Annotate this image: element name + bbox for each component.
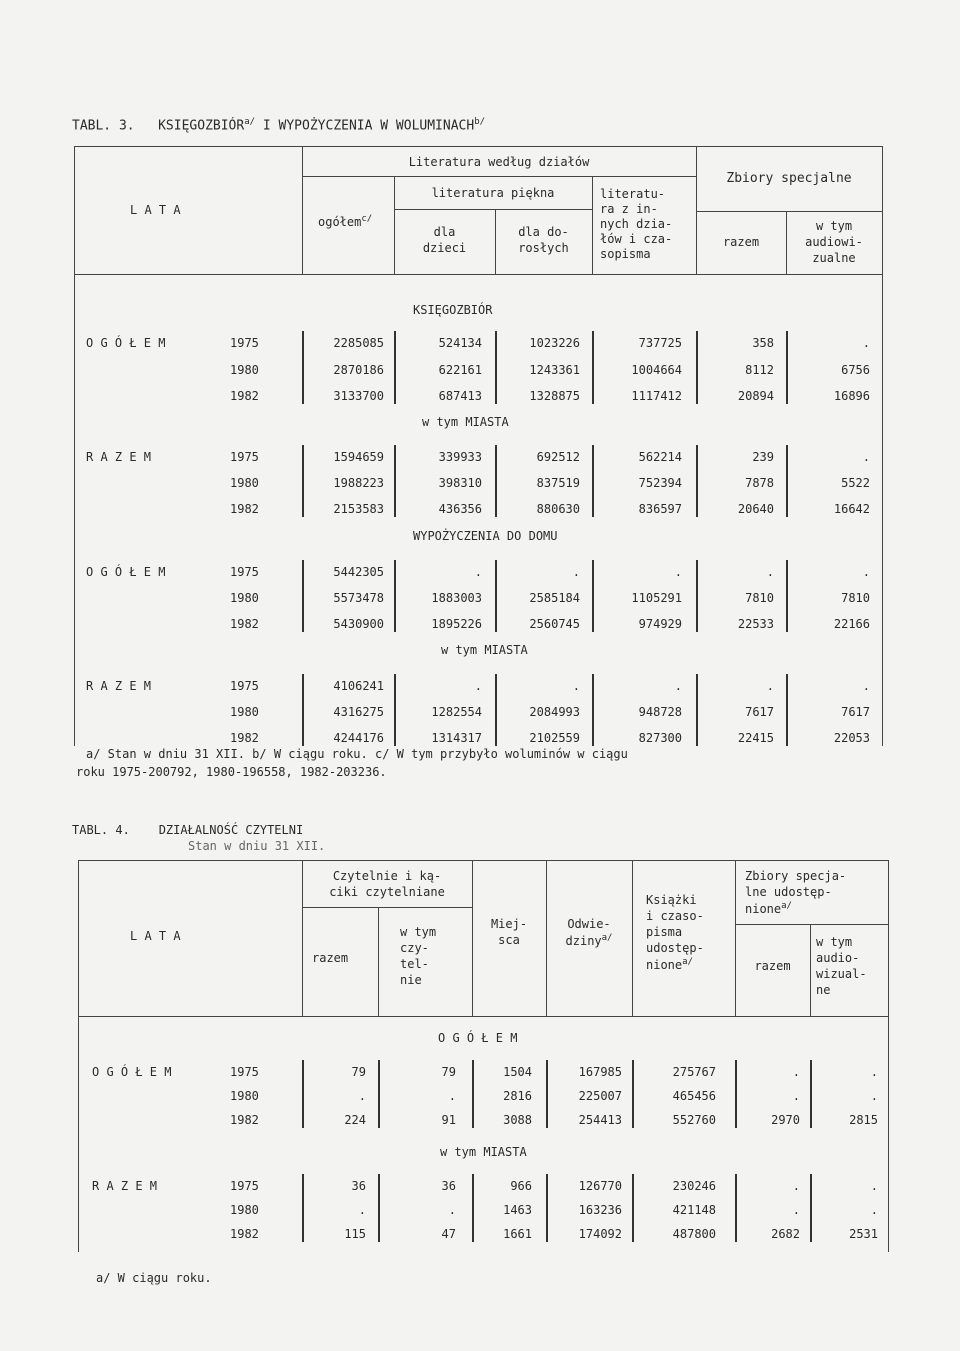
header-ksiazki-3: pisma <box>646 925 683 939</box>
table-cell: 126770 <box>578 1179 622 1193</box>
table-cell: 91 <box>441 1113 456 1127</box>
column-rule <box>735 1174 737 1242</box>
header-lit-innych-5: sopisma <box>600 247 651 261</box>
table-cell: 4106241 <box>333 679 384 693</box>
column-rule <box>592 331 594 404</box>
table-3-title <box>72 118 485 132</box>
header-cz-wtym-2: czy- <box>400 941 429 955</box>
table-cell: 2285085 <box>333 336 384 350</box>
table-cell: 1117412 <box>631 389 682 403</box>
column-rule <box>546 1174 548 1242</box>
table-cell: 1895226 <box>431 617 482 631</box>
table-cell: . <box>358 1203 366 1217</box>
table-cell: 167985 <box>578 1065 622 1079</box>
table-cell: . <box>572 565 580 579</box>
table-3-title-text: KSIĘGOZBIÓR <box>158 118 245 134</box>
row-group-label: R A Z E M <box>86 450 152 464</box>
column-rule <box>495 674 497 746</box>
table-cell: 436356 <box>438 502 482 516</box>
table-cell: 421148 <box>672 1203 716 1217</box>
table-cell: 1328875 <box>529 389 580 403</box>
row-year: 1982 <box>230 1113 259 1127</box>
header-ogolem-text: ogółem <box>318 215 362 229</box>
table-cell: 524134 <box>438 336 482 350</box>
table-cell: 1314317 <box>431 731 482 745</box>
table-cell: . <box>792 1065 800 1079</box>
table-cell: 36 <box>351 1179 366 1193</box>
table-cell: 239 <box>752 450 774 464</box>
header-zbiory-2: lne udostęp- <box>745 885 832 899</box>
header-odwiedziny-1: Odwie- <box>567 917 611 931</box>
table-cell: 7617 <box>841 705 870 719</box>
table-cell: 4244176 <box>333 731 384 745</box>
header-lata: L A T A <box>130 929 181 943</box>
table-cell: 224 <box>344 1113 366 1127</box>
row-year: 1975 <box>230 1065 259 1079</box>
header-ksiazki-4: udostęp- <box>646 941 704 955</box>
table-cell: 1594659 <box>333 450 384 464</box>
column-rule <box>786 331 788 404</box>
column-rule <box>786 445 788 517</box>
header-zb-audio-1: w tym <box>816 935 853 949</box>
row-year: 1980 <box>230 476 259 490</box>
table-cell: . <box>862 565 870 579</box>
table-cell: 163236 <box>578 1203 622 1217</box>
column-rule <box>632 1060 634 1128</box>
table-cell: 552760 <box>672 1113 716 1127</box>
table-cell: 7617 <box>745 705 774 719</box>
row-group-label: R A Z E M <box>86 679 152 693</box>
row-year: 1982 <box>230 617 259 631</box>
header-ogolem <box>318 215 372 228</box>
table-cell: 1988223 <box>333 476 384 490</box>
header-ksiazki-1: Książki <box>646 893 697 907</box>
table-cell: 692512 <box>536 450 580 464</box>
row-year: 1980 <box>230 1203 259 1217</box>
row-year: 1975 <box>230 336 259 350</box>
table-cell: 1105291 <box>631 591 682 605</box>
section-title: w tym MIASTA <box>440 1145 527 1159</box>
table-cell: 8112 <box>745 363 774 377</box>
header-dla-doroslych-1: dla do- <box>518 225 569 239</box>
row-year: 1982 <box>230 502 259 516</box>
table-cell: 5442305 <box>333 565 384 579</box>
table-cell: 2816 <box>503 1089 532 1103</box>
header-ksiazki-5 <box>646 958 693 971</box>
table-cell: 7810 <box>745 591 774 605</box>
table-3-footnote-2: roku 1975-200792, 1980-196558, 1982-203236. <box>76 765 387 779</box>
header-cz-razem: razem <box>312 951 349 965</box>
header-audio-2: audiowi- <box>805 235 863 249</box>
table-cell: 20894 <box>737 389 774 403</box>
header-zb-razem: razem <box>754 959 791 973</box>
table-3-title-mid: I WYPOŻYCZENIA W WOLUMINACH <box>262 118 475 134</box>
header-lit-innych-3: nych dzia- <box>600 217 673 231</box>
column-rule <box>735 1060 737 1128</box>
row-year: 1980 <box>230 591 259 605</box>
table-cell: 230246 <box>672 1179 716 1193</box>
table-cell: 487800 <box>672 1227 716 1241</box>
table-cell: 275767 <box>672 1065 716 1079</box>
table-cell: 2682 <box>771 1227 800 1241</box>
table-cell: . <box>862 450 870 464</box>
header-lit-innych-1: literatu- <box>600 187 666 201</box>
table-cell: . <box>474 679 482 693</box>
table-cell: 3133700 <box>333 389 384 403</box>
header-zb-audio-3: wizual- <box>816 967 867 981</box>
table-cell: . <box>792 1203 800 1217</box>
row-year: 1980 <box>230 705 259 719</box>
section-title: KSIĘGOZBIÓR <box>413 303 493 317</box>
table-cell: 687413 <box>438 389 482 403</box>
header-lit-wedlug: Literatura według działów <box>408 155 590 169</box>
table-3-number: TABL. 3. <box>72 118 135 134</box>
header-ogolem-sup: c/ <box>361 214 373 224</box>
header-zbiory-3 <box>745 902 792 915</box>
table-cell: 1504 <box>503 1065 532 1079</box>
column-rule <box>696 560 698 632</box>
column-rule <box>495 331 497 404</box>
column-rule <box>810 1060 812 1128</box>
column-rule <box>495 560 497 632</box>
table-cell: 562214 <box>638 450 682 464</box>
row-year: 1975 <box>230 1179 259 1193</box>
header-lit-innych-4: łów i cza- <box>600 232 673 246</box>
table-cell: 2153583 <box>333 502 384 516</box>
table-cell: 880630 <box>536 502 580 516</box>
table-cell: 465456 <box>672 1089 716 1103</box>
column-rule <box>472 1060 474 1128</box>
table-cell: . <box>792 1089 800 1103</box>
table-cell: 16896 <box>833 389 870 403</box>
row-year: 1975 <box>230 450 259 464</box>
header-cz-wtym-1: w tym <box>400 925 437 939</box>
table-cell: 2970 <box>771 1113 800 1127</box>
row-year: 1980 <box>230 363 259 377</box>
table-cell: . <box>870 1065 878 1079</box>
table-cell: 1282554 <box>431 705 482 719</box>
table-cell: 79 <box>441 1065 456 1079</box>
table-cell: 6756 <box>841 363 870 377</box>
column-rule <box>378 1174 380 1242</box>
table-cell: . <box>448 1203 456 1217</box>
table-4-title-text: DZIAŁALNOŚĆ CZYTELNI <box>158 823 304 837</box>
table-cell: 1243361 <box>529 363 580 377</box>
header-miejsca-1: Miej- <box>490 917 528 931</box>
header-zbiory-specjalne: Zbiory specjalne <box>726 171 852 186</box>
table-cell: 16642 <box>833 502 870 516</box>
table-cell: 22166 <box>833 617 870 631</box>
row-group-label: O G Ó Ł E M <box>86 336 166 350</box>
row-group-label: R A Z E M <box>92 1179 158 1193</box>
table-cell: . <box>674 565 682 579</box>
header-dla-dzieci-1: dla <box>433 225 456 239</box>
table-cell: . <box>572 679 580 693</box>
header-cz-wtym-4: nie <box>400 973 422 987</box>
table-cell: . <box>766 679 774 693</box>
table-cell: . <box>870 1179 878 1193</box>
table-cell: 22415 <box>737 731 774 745</box>
table-cell: . <box>862 336 870 350</box>
header-zb-audio-2: audio- <box>816 951 860 965</box>
table-cell: 7810 <box>841 591 870 605</box>
table-cell: 5573478 <box>333 591 384 605</box>
column-rule <box>378 1060 380 1128</box>
column-rule <box>302 445 304 517</box>
header-zb-audio-4: ne <box>816 983 831 997</box>
header-zbiory-1: Zbiory specja- <box>745 869 847 883</box>
section-subtitle: w tym MIASTA <box>422 415 509 429</box>
column-rule <box>592 445 594 517</box>
header-zbiory-text: nione <box>745 902 782 916</box>
table-cell: 2815 <box>849 1113 878 1127</box>
table-cell: 2585184 <box>529 591 580 605</box>
table-4-footnote: a/ W ciągu roku. <box>96 1271 212 1285</box>
section-title: WYPOŻYCZENIA DO DOMU <box>413 529 558 543</box>
column-rule <box>810 1174 812 1242</box>
header-zb-razem: razem <box>722 235 760 249</box>
column-rule <box>546 1060 548 1128</box>
row-group-label: O G Ó Ł E M <box>92 1065 172 1079</box>
header-czytelnie-2: ciki czytelniane <box>329 885 445 899</box>
table-cell: 5430900 <box>333 617 384 631</box>
table-cell: 2084993 <box>529 705 580 719</box>
table-cell: 47 <box>441 1227 456 1241</box>
table-cell: 174092 <box>578 1227 622 1241</box>
table-cell: 1023226 <box>529 336 580 350</box>
column-rule <box>696 674 698 746</box>
table-cell: . <box>766 565 774 579</box>
column-rule <box>302 560 304 632</box>
table-cell: . <box>674 679 682 693</box>
table-cell: . <box>474 565 482 579</box>
table-cell: . <box>862 679 870 693</box>
header-audio-1: w tym <box>815 219 853 233</box>
table-cell: 737725 <box>638 336 682 350</box>
table-cell: 2870186 <box>333 363 384 377</box>
header-odwiedziny-2 <box>546 934 632 947</box>
column-rule <box>786 560 788 632</box>
table-cell: 827300 <box>638 731 682 745</box>
column-rule <box>394 331 396 404</box>
table-cell: 2531 <box>849 1227 878 1241</box>
header-ksiazki-2: i czaso- <box>646 909 704 923</box>
column-rule <box>592 560 594 632</box>
table-cell: 2560745 <box>529 617 580 631</box>
column-rule <box>302 1174 304 1242</box>
row-year: 1975 <box>230 565 259 579</box>
header-miejsca-2: sca <box>498 933 520 947</box>
header-cz-wtym-3: tel- <box>400 957 429 971</box>
table-3-footnote-1: a/ Stan w dniu 31 XII. b/ W ciągu roku. c/ W tym przybyło woluminów w ciągu <box>86 747 628 761</box>
table-cell: 837519 <box>536 476 580 490</box>
header-lata: L A T A <box>130 203 181 217</box>
header-zbiory-sup: a/ <box>781 901 792 911</box>
column-rule <box>786 674 788 746</box>
table-cell: 5522 <box>841 476 870 490</box>
header-ksiazki-text: nione <box>646 958 683 972</box>
column-rule <box>592 674 594 746</box>
table-cell: 1004664 <box>631 363 682 377</box>
row-year: 1982 <box>230 731 259 745</box>
header-dla-doroslych-2: rosłych <box>518 241 569 255</box>
table-cell: 948728 <box>638 705 682 719</box>
table-cell: 225007 <box>578 1089 622 1103</box>
table-cell: 254413 <box>578 1113 622 1127</box>
header-odwiedziny-sup: a/ <box>601 933 613 943</box>
table-3-title-sup-a: a/ <box>244 117 256 127</box>
table-cell: 7878 <box>745 476 774 490</box>
table-4-subtitle: Stan w dniu 31 XII. <box>188 839 326 853</box>
row-group-label: O G Ó Ł E M <box>86 565 166 579</box>
table-cell: 115 <box>344 1227 366 1241</box>
table-cell: 358 <box>752 336 774 350</box>
header-dla-dzieci-2: dzieci <box>422 241 467 255</box>
column-rule <box>632 1174 634 1242</box>
table-cell: 339933 <box>438 450 482 464</box>
table-cell: . <box>870 1089 878 1103</box>
table-cell: 1661 <box>503 1227 532 1241</box>
table-cell: 622161 <box>438 363 482 377</box>
column-rule <box>394 560 396 632</box>
table-cell: 22533 <box>737 617 774 631</box>
table-cell: 4316275 <box>333 705 384 719</box>
row-year: 1975 <box>230 679 259 693</box>
header-lit-innych-2: ra z in- <box>600 202 658 216</box>
table-cell: 974929 <box>638 617 682 631</box>
header-czytelnie-1: Czytelnie i ką- <box>332 869 442 883</box>
table-cell: 36 <box>441 1179 456 1193</box>
table-3-title-sup-b: b/ <box>474 117 486 127</box>
column-rule <box>495 445 497 517</box>
column-rule <box>696 331 698 404</box>
table-cell: 752394 <box>638 476 682 490</box>
table-cell: 836597 <box>638 502 682 516</box>
table-cell: 966 <box>510 1179 532 1193</box>
header-audio-3: zualne <box>812 251 856 265</box>
table-cell: 79 <box>351 1065 366 1079</box>
table-cell: . <box>448 1089 456 1103</box>
column-rule <box>394 674 396 746</box>
column-rule <box>472 1174 474 1242</box>
header-odwiedziny-text: dziny <box>565 934 602 948</box>
table-cell: 20640 <box>737 502 774 516</box>
row-year: 1982 <box>230 1227 259 1241</box>
row-year: 1980 <box>230 1089 259 1103</box>
column-rule <box>394 445 396 517</box>
table-cell: 398310 <box>438 476 482 490</box>
column-rule <box>696 445 698 517</box>
column-rule <box>302 1060 304 1128</box>
table-cell: 22053 <box>833 731 870 745</box>
table-cell: . <box>870 1203 878 1217</box>
column-rule <box>302 674 304 746</box>
header-lit-piekna: literatura piękna <box>431 186 555 200</box>
section-title: O G Ó Ł E M <box>438 1031 518 1045</box>
table-cell: 2102559 <box>529 731 580 745</box>
table-cell: 3088 <box>503 1113 532 1127</box>
table-cell: 1883003 <box>431 591 482 605</box>
header-ksiazki-sup: a/ <box>682 957 693 967</box>
table-cell: 1463 <box>503 1203 532 1217</box>
table-cell: . <box>792 1179 800 1193</box>
row-year: 1982 <box>230 389 259 403</box>
section-subtitle: w tym MIASTA <box>441 643 528 657</box>
column-rule <box>302 331 304 404</box>
table-4-title <box>72 824 303 836</box>
table-cell: . <box>358 1089 366 1103</box>
table-4-number: TABL. 4. <box>72 823 130 837</box>
